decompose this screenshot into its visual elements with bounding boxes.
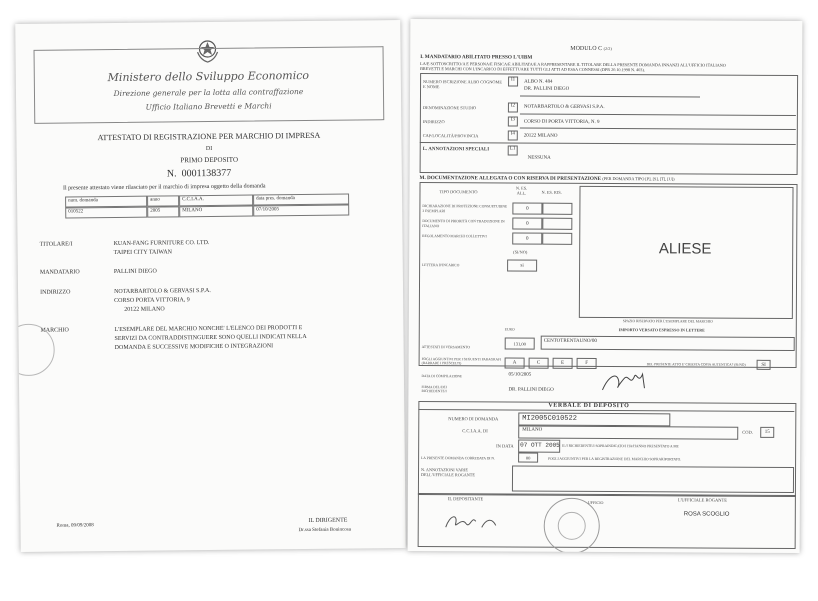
mark-word: ALIESE <box>658 240 712 258</box>
field-value-indirizzo-3: 20122 MILANO <box>124 306 165 313</box>
cod-value: 15 <box>760 427 774 438</box>
field-label-indirizzo: INDIRIZZO <box>40 289 71 296</box>
field-value-marchio-2: SERVIZI DA CONTRADDISTINGUERE SONO QUELLI INDICATI NELLA <box>114 333 307 343</box>
row-code-i1: I1 <box>508 76 518 86</box>
deposit-type: PRIMO DEPOSITO <box>180 155 239 165</box>
row-label-cap: CAP/LOCALITÀ/PROVINCIA <box>422 133 479 139</box>
copia-value: SI <box>757 360 771 370</box>
row-value-albo: ALBO N. 484 <box>524 79 553 85</box>
si-no-label: (SI/NO) <box>513 249 528 255</box>
firma-label: FIRMA DEL/DEI RICHIEDENTE/I <box>421 385 447 394</box>
field-value-titolare-2: TAIPEI CITY TAIWAN <box>113 249 173 257</box>
numero-domanda-value: MI2005C010522 <box>522 414 577 423</box>
field-label-marchio: MARCHIO <box>40 327 69 334</box>
table-cell-num: 010522 <box>65 207 147 219</box>
signature-applicant-icon <box>598 366 658 396</box>
field-label-mandatario: MANDATARIO <box>39 269 80 276</box>
numero-domanda-label: NUMERO DI DOMANDA <box>448 416 499 422</box>
in-data-label: IN DATA <box>496 443 514 449</box>
module-name: MODULO C <box>570 45 603 52</box>
signature-depositante-icon <box>442 509 502 533</box>
section-m-title-text: M. DOCUMENTAZIONE ALLEGATA O CON RISERVA DI PRESENTAZIONE <box>419 175 602 182</box>
module-title <box>570 46 612 52</box>
dirigente-name: Dr.ssa Stefania Bonincosa <box>298 527 351 534</box>
ministry-name: Ministero dello Sviluppo Economico <box>107 68 310 85</box>
direction-name: Direzione generale per la lotta alla contraffazione <box>113 87 304 99</box>
row-label-albo: NUMERO ISCRIZIONE ALBO COGNOME E NOME <box>423 79 502 90</box>
doc-header-ris: N. ES. RIS. <box>541 189 562 195</box>
row-code-i3: I3 <box>508 116 518 126</box>
row-label-studio: DENOMINAZIONE STUDIO <box>422 105 477 111</box>
certificate-title: ATTESTATO DI REGISTRAZIONE PER MARCHIO DI IMPRESA <box>97 130 321 143</box>
official-seal-inner <box>558 512 586 540</box>
ufficio-label: UFFICIO <box>587 499 604 505</box>
depositante-label: IL DEPOSITANTE <box>447 496 484 502</box>
row-value-name: DR. PALLINI DIEGO <box>524 86 570 92</box>
doc-label-protezione: DICHIARAZIONE DI PROTEZIONE CONSUETUDINE 3 ESEMPLARI <box>422 204 508 213</box>
certificate-page <box>15 20 406 552</box>
cciaa-value: MILANO <box>522 427 543 433</box>
cciaa-box <box>518 426 738 440</box>
corredata-label: LA PRESENTE DOMANDA CORREDATA DI N. <box>421 456 495 461</box>
cod-label: COD. <box>742 429 753 435</box>
corredata-value: 00 <box>518 453 538 463</box>
office-name: Ufficio Italiano Brevetti e Marchi <box>145 101 272 112</box>
intro-text: Il presente attestato viene rilasciato per il marchio di impresa oggetto della domanda <box>62 183 266 192</box>
table-cell-cciaa: MILANO <box>179 206 253 218</box>
table-cell-date: 07/10/2005 <box>253 205 349 217</box>
field-value-mandatario: PALLINI DIEGO <box>113 268 157 276</box>
euro-words: CENTOTRENTAUNO/00 <box>543 338 597 344</box>
field-value-indirizzo-2: CORSO PORTA VITTORIA, 9 <box>114 297 190 305</box>
ufficiale-name: ROSA SCOGLIO <box>683 511 730 518</box>
row-code-i2: I2 <box>508 102 518 112</box>
paragraph-f: F <box>577 358 597 369</box>
doc-value-protezione: 0 <box>512 203 542 215</box>
data-compilazione-value: 05/10/2005 <box>508 372 532 378</box>
attestati-label: ATTESTATI DI VERSAMENTO <box>421 345 470 350</box>
row-value-studio: NOTARBARTOLO & GERVASI S.P.A. <box>523 104 605 110</box>
lettera-value: si <box>507 259 537 271</box>
importo-header: IMPORTO VERSATO ESPRESSO IN LETTERE <box>618 327 705 333</box>
section-m-note: (PER DOMANDA TIPO [P], [S], [T], [U]) <box>602 175 675 182</box>
field-value-indirizzo-1: NOTARBARTOLO & GERVASI S.P.A. <box>114 287 211 296</box>
paragraph-a: A <box>505 357 525 368</box>
table-header-num: num. domanda <box>65 196 147 208</box>
section-i-text-2: BREVETTI E MARCHI CON L'INCARICO DI EFFETTUARE TUTTI GLI ATTI AD ESSA CONNESSI (DPR 20.10.1998 N. 403). <box>420 66 645 73</box>
copia-label: DEL PRESENTE ATTO E' CHIESTA COPIA AUTENTICA? (SI/NO) <box>646 362 746 367</box>
paragraph-c: C <box>529 358 549 369</box>
verbale-title: VERBALE DI DEPOSITO <box>548 402 630 410</box>
row-code-l1: L1 <box>508 145 518 155</box>
doc-ris-regolamento <box>542 233 572 245</box>
module-page: (2/2) <box>603 45 612 52</box>
annotazioni-box <box>512 466 794 493</box>
number-prefix: N. <box>166 168 177 180</box>
data-compilazione-label: DATA DI COMPILAZIONE <box>421 374 463 379</box>
mark-caption: SPAZIO RISERVATO PER L'ESEMPLARE DEL MARCHIO <box>622 319 713 324</box>
table-header-cciaa: C.C.I.A.A. <box>179 195 253 207</box>
firma-name: DR. PALLINI DIEGO <box>508 387 554 393</box>
number-value: 0001138377 <box>181 167 232 180</box>
euro-label: EURO <box>504 327 515 332</box>
doc-ris-priorita <box>542 218 572 230</box>
in-data-text: IL/I RICHIEDENTE/I SOPRAINDICATO/I HA/HANNO PRESENTATO A ME <box>562 443 679 449</box>
lettera-label: LETTERA D'INCARICO <box>422 263 460 268</box>
row-value-annotazioni: NESSUNA <box>527 155 551 161</box>
row-label-indirizzo: INDIRIZZO <box>422 119 445 125</box>
corredata-text: FOGLI AGGIUNTIVI PER LA REGISTRAZIONE DEL MARCHIO SOPRARIPORTATO. <box>548 456 682 462</box>
cciaa-label: C.C.I.A.A. DI <box>462 428 488 434</box>
doc-value-regolamento: 0 <box>512 233 542 245</box>
table-header-date: data pres. domanda <box>253 194 349 206</box>
section-i-text-1: LA/E SOTTOSCRITTO/A E PERSONA/E FISICA/E ABILITATA/E A RAPPRESENTARE IL TITOLARE DELLA PRESENTE DOMANDA INNANZI ALL'UFFICIO ITALIANO <box>420 61 726 68</box>
dirigente-title: IL DIRIGENTE <box>308 517 348 524</box>
row-code-i4: I4 <box>508 130 518 140</box>
section-i-title: I. MANDATARIO ABILITATO PRESSO L'UIBM <box>420 54 533 61</box>
row-value-indirizzo: CORSO DI PORTA VITTORIA, N. 9 <box>523 119 600 125</box>
doc-header-all: N. ES. ALL. <box>515 185 528 196</box>
doc-header-type: TIPO DOCUMENTO <box>439 189 478 195</box>
title-di: DI <box>205 145 213 153</box>
fogli-label: FOGLI AGGIUNTIVI PER I SEGUENTI PARAGRAFI (BARRARE I PRESCELTI) <box>421 357 502 366</box>
annotazioni-label: N. ANNOTAZIONI VARIE DELL'UFFICIALE ROGANTE <box>420 467 475 478</box>
table-header-anno: anno <box>147 195 179 206</box>
in-data-value: 07 OTT 2005 <box>520 441 560 449</box>
doc-label-regolamento: REGOLAMENTO MARCHI COLLETTIVI <box>422 234 487 239</box>
ufficiale-label: L'UFFICIALE ROGANTE <box>677 497 728 503</box>
table-cell-anno: 2005 <box>147 206 179 217</box>
euro-value: 131,00 <box>505 337 535 349</box>
certificate-number <box>167 168 231 180</box>
place-date: Roma, 09/09/2008 <box>56 523 94 529</box>
paragraph-e: E <box>553 358 573 369</box>
field-value-marchio-3: DOMANDA E SUCCESSIVE MODIFICHE O INTEGRAZIONI <box>114 343 274 352</box>
row-value-cap: 20122 MILANO <box>523 133 558 139</box>
row-label-annotazioni: L. ANNOTAZIONI SPECIALI <box>422 147 490 153</box>
field-label-titolare: TITOLARE/I <box>39 241 73 248</box>
field-value-marchio-1: L'ESEMPLARE DEL MARCHIO NONCHE' L'ELENCO DEI PRODOTTI E <box>114 325 303 334</box>
module-c-page <box>408 19 803 553</box>
doc-ris-protezione <box>542 203 572 215</box>
field-value-titolare-1: KUAN-FANG FURNITURE CO. LTD. <box>113 240 210 248</box>
doc-label-priorita: DOCUMENTO DI PRIORITÀ CON TRADUZIONE IN ITALIANO <box>422 219 505 228</box>
doc-value-priorita: 0 <box>512 218 542 230</box>
